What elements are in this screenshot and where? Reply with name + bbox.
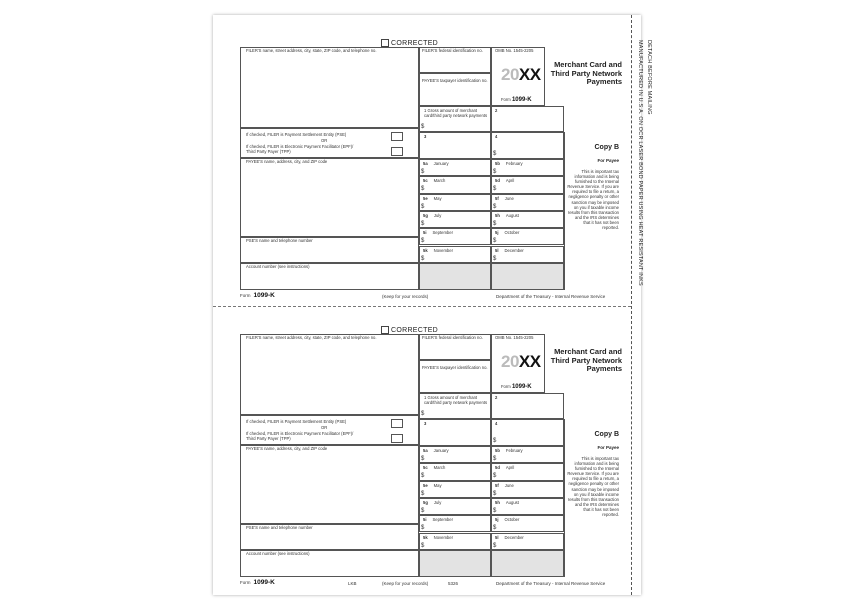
month-label [423, 449, 449, 454]
payee-info-label: PAYEE'S name, address, city, and ZIP code [246, 159, 328, 164]
box-1-dollar: $ [421, 411, 425, 417]
box-2[interactable] [491, 393, 564, 419]
payee-info-box[interactable] [240, 445, 419, 524]
month-box-number: 5h [495, 499, 500, 505]
month-name: September [432, 517, 453, 523]
month-box-number: 5f [495, 195, 499, 201]
tax-notice: This is important tax information and is being furnished to the Internal Revenue Service. If you are required to file a return, a negligence penalty or other sanction may be imposed on you if taxable income results from this transaction and the IRS determines that it has not been reported. [567, 456, 619, 518]
month-label [423, 197, 442, 202]
epf-checkbox[interactable] [391, 434, 403, 443]
month-box-5b[interactable] [491, 446, 564, 463]
checkbox-icon[interactable] [381, 326, 389, 334]
month-dollar: $ [421, 238, 425, 245]
box-1[interactable] [419, 393, 491, 419]
month-dollar: $ [421, 490, 425, 497]
form-1099k-lower [240, 326, 622, 594]
month-name: May [433, 195, 442, 201]
month-dollar: $ [421, 507, 425, 514]
month-box-number: 5e [423, 195, 428, 201]
pse-name-box[interactable] [240, 237, 419, 263]
filer-info-box[interactable] [240, 47, 419, 128]
payee-info-box[interactable] [240, 158, 419, 237]
omb-year-box [491, 334, 545, 393]
month-label [423, 249, 453, 254]
month-box-5g[interactable] [419, 498, 491, 515]
corrected-label: CORRECTED [391, 39, 439, 47]
month-dollar: $ [421, 542, 425, 549]
detach-notice: DETACH BEFORE MAILING [646, 40, 652, 115]
box-1-label: 1 Gross amount of merchant card/third party network payments [424, 108, 488, 118]
month-label [495, 501, 519, 506]
box-1[interactable] [419, 106, 491, 132]
month-dollar: $ [421, 473, 425, 480]
form-word: Form [501, 384, 511, 389]
omb-year-box [491, 47, 545, 106]
copy-b-column [564, 419, 622, 577]
month-box-5c[interactable] [419, 176, 491, 193]
month-name: August [505, 212, 519, 218]
month-box-5a[interactable] [419, 159, 491, 176]
month-box-5f[interactable] [491, 194, 564, 211]
form-number: 1099-K [511, 97, 532, 103]
corrected-checkbox[interactable] [381, 39, 438, 47]
month-label [495, 466, 514, 471]
month-box-number: 5b [495, 161, 500, 166]
month-name: May [433, 482, 442, 488]
month-label [423, 518, 453, 523]
month-name: June [504, 195, 514, 201]
box-4-dollar: $ [493, 438, 497, 444]
account-box[interactable] [240, 550, 419, 577]
month-name: October [504, 230, 520, 236]
box-2[interactable] [491, 106, 564, 132]
payee-tin-label: PAYEE'S taxpayer identification no. [422, 78, 488, 83]
month-dollar: $ [493, 473, 497, 480]
footer-code: 5326 [448, 581, 459, 586]
box-4-label: 4 [495, 134, 498, 139]
copy-label: Copy B [594, 431, 619, 438]
month-name: November [433, 534, 453, 540]
month-dollar: $ [421, 255, 425, 262]
month-box-5k[interactable] [419, 533, 491, 550]
month-box-number: 5d [495, 465, 500, 471]
manufacture-notice: MANUFACTURED IN U.S.A. ON OCR LASER BOND PAPER USING HEAT RESISTANT INKS [637, 40, 643, 286]
account-label: Account number (see instructions) [246, 551, 310, 556]
footer-form-word: Form [240, 580, 251, 585]
month-box-number: 5e [423, 482, 428, 488]
form-label [501, 98, 532, 103]
box-1-dollar: $ [421, 124, 425, 130]
month-box-number: 5k [423, 534, 428, 540]
month-box-number: 5c [423, 178, 428, 184]
box-3[interactable] [419, 132, 491, 159]
side-margin-text [638, 40, 658, 290]
pse-name-box[interactable] [240, 524, 419, 550]
month-box-5e[interactable] [419, 194, 491, 211]
checkbox-icon[interactable] [381, 39, 389, 47]
filer-tin-box[interactable] [419, 47, 491, 73]
form-title: Merchant Card and Third Party Network Payments [550, 60, 622, 86]
month-dollar: $ [493, 220, 497, 227]
shaded-box [419, 263, 491, 290]
month-label [495, 484, 514, 489]
form-label [501, 385, 532, 390]
month-label [495, 179, 514, 184]
detach-perforation [631, 15, 632, 595]
month-label [495, 231, 519, 236]
footer-form-word: Form [240, 293, 251, 298]
box-3[interactable] [419, 419, 491, 446]
pse-check-label: If checked, FILER is Payment Settlement Entity (PSE) [246, 419, 347, 424]
box-3-label: 3 [424, 134, 427, 139]
month-box-5d[interactable] [491, 463, 564, 480]
or-label: OR [321, 138, 328, 143]
footer-lkb: LKB [348, 581, 357, 586]
month-label [423, 536, 453, 541]
box-4[interactable] [491, 419, 564, 446]
month-dollar: $ [421, 203, 425, 210]
filer-tin-label: FILER'S federal identification no. [422, 48, 483, 53]
pse-name-label: PSE'S name and telephone number [246, 525, 313, 530]
month-box-5h[interactable] [491, 498, 564, 515]
month-box-5g[interactable] [419, 211, 491, 228]
tax-notice: This is important tax information and is being furnished to the Internal Revenue Service. If you are required to file a return, a negligence penalty or other sanction may be imposed on you if taxable income results from this transaction and the IRS determines that it has not been reported. [567, 169, 619, 231]
footer-keep: (Keep for your records) [382, 294, 429, 299]
month-box-5l[interactable] [491, 246, 564, 263]
shaded-box [491, 550, 564, 577]
month-name: December [504, 247, 524, 253]
tax-year [501, 352, 541, 372]
filer-info-box[interactable] [240, 334, 419, 415]
payee-tin-box[interactable] [419, 360, 491, 393]
month-box-number: 5i [423, 230, 427, 236]
month-dollar: $ [421, 456, 425, 462]
month-name: December [504, 534, 524, 540]
month-dollar: $ [493, 203, 497, 210]
month-dollar: $ [421, 186, 425, 193]
month-name: September [432, 230, 453, 236]
month-box-number: 5i [423, 517, 427, 523]
tax-year-suffix: XX [518, 352, 541, 371]
month-name: March [433, 178, 446, 184]
footer-form [240, 292, 275, 299]
form-number: 1099-K [511, 384, 532, 390]
month-label [423, 214, 441, 219]
month-dollar: $ [493, 507, 497, 514]
payee-info-label: PAYEE'S name, address, city, and ZIP code [246, 446, 328, 451]
month-box-number: 5l [495, 247, 499, 253]
shaded-box [419, 550, 491, 577]
month-dollar: $ [493, 456, 497, 462]
pse-epf-box [240, 128, 419, 158]
footer-dept: Department of the Treasury - Internal Revenue Service [496, 581, 606, 586]
month-name: January [433, 161, 449, 166]
month-label [423, 466, 445, 471]
month-dollar: $ [493, 525, 497, 532]
month-label [495, 162, 523, 167]
corrected-checkbox[interactable] [381, 326, 438, 334]
epf-check-label: If checked, FILER is Electronic Payment Facilitator (EPF)/ Third Party Payer (TPP) [246, 431, 354, 441]
month-dollar: $ [421, 169, 425, 175]
month-box-number: 5a [423, 161, 428, 166]
month-box-5d[interactable] [491, 176, 564, 193]
footer-form-number: 1099-K [253, 292, 275, 299]
month-dollar: $ [493, 490, 497, 497]
month-box-number: 5c [423, 465, 428, 471]
pse-checkbox[interactable] [391, 419, 403, 428]
month-dollar: $ [493, 542, 497, 549]
month-dollar: $ [493, 255, 497, 262]
month-label [495, 518, 519, 523]
month-box-5h[interactable] [491, 211, 564, 228]
month-box-number: 5g [423, 212, 428, 218]
month-label [495, 449, 523, 454]
month-box-5i[interactable] [419, 515, 491, 532]
month-box-number: 5h [495, 212, 500, 218]
month-box-number: 5j [495, 517, 499, 523]
corrected-label: CORRECTED [391, 326, 439, 334]
form-1099k-upper [240, 39, 622, 307]
month-box-number: 5a [423, 448, 428, 453]
month-box-5j[interactable] [491, 228, 564, 245]
shaded-box [491, 263, 564, 290]
form-word: Form [501, 97, 511, 102]
month-dollar: $ [421, 220, 425, 227]
for-payee-label: For Payee [597, 158, 619, 163]
month-name: November [433, 247, 453, 253]
box-4[interactable] [491, 132, 564, 159]
month-label [495, 249, 524, 254]
month-label [423, 501, 441, 506]
month-label [423, 231, 453, 236]
month-label [423, 162, 449, 167]
footer-form-number: 1099-K [253, 579, 275, 586]
tax-year [501, 65, 541, 85]
month-box-5k[interactable] [419, 246, 491, 263]
pse-epf-box [240, 415, 419, 445]
epf-check-label: If checked, FILER is Electronic Payment Facilitator (EPF)/ Third Party Payer (TPP) [246, 144, 354, 154]
month-name: August [505, 499, 519, 505]
footer-dept: Department of the Treasury - Internal Revenue Service [496, 294, 606, 299]
month-box-number: 5f [495, 482, 499, 488]
month-name: June [504, 482, 514, 488]
month-label [495, 536, 524, 541]
footer-form [240, 579, 275, 586]
month-box-5i[interactable] [419, 228, 491, 245]
box-3-label: 3 [424, 421, 427, 426]
month-box-5j[interactable] [491, 515, 564, 532]
month-name: April [505, 178, 515, 184]
pse-check-label: If checked, FILER is Payment Settlement Entity (PSE) [246, 132, 347, 137]
tax-year-prefix: 20 [501, 352, 519, 371]
month-label [495, 197, 514, 202]
month-box-number: 5j [495, 230, 499, 236]
omb-number: OMB No. 1545-2205 [495, 335, 534, 340]
form-title: Merchant Card and Third Party Network Payments [550, 347, 622, 373]
account-box[interactable] [240, 263, 419, 290]
month-name: October [504, 517, 520, 523]
copy-b-column [564, 132, 622, 290]
tax-year-prefix: 20 [501, 65, 519, 84]
month-box-number: 5k [423, 247, 428, 253]
filer-info-label: FILER'S name, street address, city, state, ZIP code, and telephone no. [246, 48, 377, 53]
month-box-5e[interactable] [419, 481, 491, 498]
month-box-5l[interactable] [491, 533, 564, 550]
month-label [423, 179, 445, 184]
omb-number: OMB No. 1545-2205 [495, 48, 534, 53]
box-4-label: 4 [495, 421, 498, 426]
month-box-5a[interactable] [419, 446, 491, 463]
filer-tin-label: FILER'S federal identification no. [422, 335, 483, 340]
filer-tin-box[interactable] [419, 334, 491, 360]
payee-tin-label: PAYEE'S taxpayer identification no. [422, 365, 488, 370]
month-dollar: $ [421, 525, 425, 532]
month-box-5f[interactable] [491, 481, 564, 498]
month-name: July [433, 212, 442, 218]
month-label [423, 484, 442, 489]
box-2-label: 2 [495, 108, 498, 113]
month-box-5b[interactable] [491, 159, 564, 176]
or-label: OR [321, 425, 328, 430]
month-dollar: $ [493, 238, 497, 245]
month-name: January [433, 448, 449, 453]
month-name: April [505, 465, 515, 471]
month-box-5c[interactable] [419, 463, 491, 480]
filer-info-label: FILER'S name, street address, city, state, ZIP code, and telephone no. [246, 335, 377, 340]
month-box-number: 5b [495, 448, 500, 453]
month-box-number: 5d [495, 178, 500, 184]
month-dollar: $ [493, 186, 497, 193]
month-box-number: 5l [495, 534, 499, 540]
pse-name-label: PSE'S name and telephone number [246, 238, 313, 243]
month-dollar: $ [493, 169, 497, 175]
copy-label: Copy B [594, 144, 619, 151]
payee-tin-box[interactable] [419, 73, 491, 106]
box-4-dollar: $ [493, 151, 497, 157]
account-label: Account number (see instructions) [246, 264, 310, 269]
month-name: February [505, 448, 523, 453]
pse-checkbox[interactable] [391, 132, 403, 141]
box-2-label: 2 [495, 395, 498, 400]
month-name: March [433, 465, 446, 471]
footer-keep: (Keep for your records) [382, 581, 429, 586]
month-name: July [433, 499, 442, 505]
box-1-label: 1 Gross amount of merchant card/third party network payments [424, 395, 488, 405]
tax-year-suffix: XX [518, 65, 541, 84]
epf-checkbox[interactable] [391, 147, 403, 156]
month-label [495, 214, 519, 219]
month-box-number: 5g [423, 499, 428, 505]
for-payee-label: For Payee [597, 445, 619, 450]
month-name: February [505, 161, 523, 166]
